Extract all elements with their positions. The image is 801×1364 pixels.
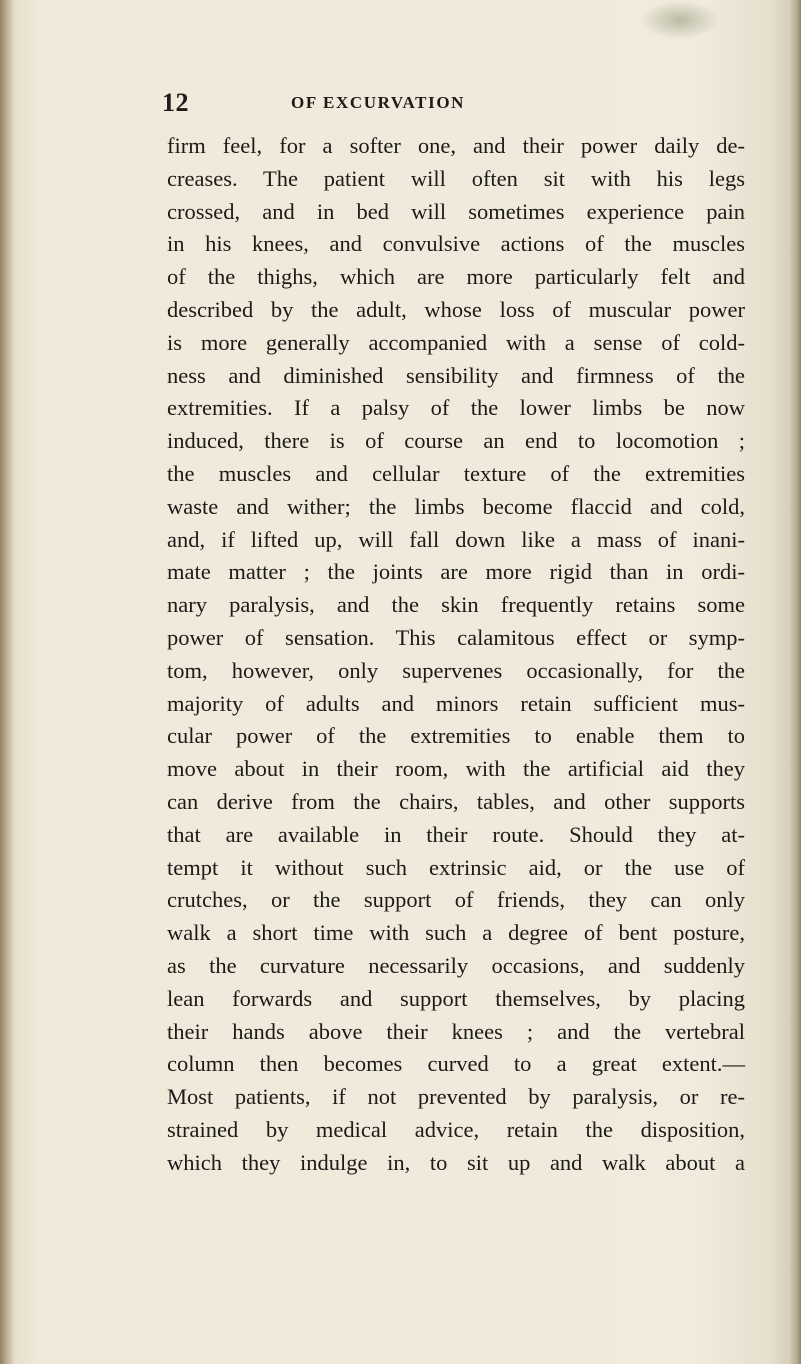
text-line: creases. The patient will often sit with his legs xyxy=(167,165,745,191)
text-line: as the curvature necessarily occasions, and suddenly xyxy=(167,952,745,978)
text-line: of the thighs, which are more particularly felt and xyxy=(167,264,745,290)
text-line: extremities. If a palsy of the lower limbs be now xyxy=(167,395,745,421)
text-line: which they indulge in, to sit up and walk about a xyxy=(167,1149,745,1175)
text-line: tempt it without such extrinsic aid, or the use of xyxy=(167,854,745,880)
text-line: column then becomes curved to a great extent.— xyxy=(167,1051,745,1077)
text-line: and, if lifted up, will fall down like a mass of inani- xyxy=(167,526,745,552)
section-title: OF EXCURVATION xyxy=(291,93,466,112)
text-line: lean forwards and support themselves, by placing xyxy=(167,985,745,1011)
text-line: their hands above their knees ; and the vertebral xyxy=(167,1018,745,1044)
running-head xyxy=(0,88,801,128)
text-line: induced, there is of course an end to locomotion ; xyxy=(167,428,745,454)
text-line: in his knees, and convulsive actions of the muscles xyxy=(167,231,745,257)
text-line: strained by medical advice, retain the disposition, xyxy=(167,1116,745,1142)
text-line: Most patients, if not prevented by paralysis, or re- xyxy=(167,1084,745,1110)
page-binding-shadow xyxy=(0,0,14,1364)
body-text xyxy=(167,130,745,1180)
page-number: 12 xyxy=(162,88,189,117)
text-line: majority of adults and minors retain sufficient mus- xyxy=(167,690,745,716)
text-line: power of sensation. This calamitous effect or symp- xyxy=(167,624,745,650)
text-line: nary paralysis, and the skin frequently retains some xyxy=(167,592,745,618)
text-line: firm feel, for a softer one, and their power daily de- xyxy=(167,133,745,158)
text-line: described by the adult, whose loss of muscular power xyxy=(167,296,745,322)
text-line: waste and wither; the limbs become flaccid and cold, xyxy=(167,493,745,519)
text-line: crossed, and in bed will sometimes experience pain xyxy=(167,198,745,224)
text-line: crutches, or the support of friends, they can only xyxy=(167,887,745,913)
text-line: tom, however, only supervenes occasionally, for the xyxy=(167,657,745,683)
text-line: is more generally accompanied with a sense of cold- xyxy=(167,329,745,355)
ink-smudge xyxy=(640,0,720,40)
page-right-edge xyxy=(789,0,801,1364)
text-line: can derive from the chairs, tables, and other supports xyxy=(167,788,745,814)
text-line: walk a short time with such a degree of bent posture, xyxy=(167,920,745,946)
text-line: the muscles and cellular texture of the extremities xyxy=(167,460,745,486)
text-line: that are available in their route. Should they at- xyxy=(167,821,745,847)
text-line: move about in their room, with the artificial aid they xyxy=(167,756,745,782)
text-line: cular power of the extremities to enable them to xyxy=(167,723,745,749)
text-line: ness and diminished sensibility and firmness of the xyxy=(167,362,745,388)
text-line: mate matter ; the joints are more rigid than in ordi- xyxy=(167,559,745,585)
